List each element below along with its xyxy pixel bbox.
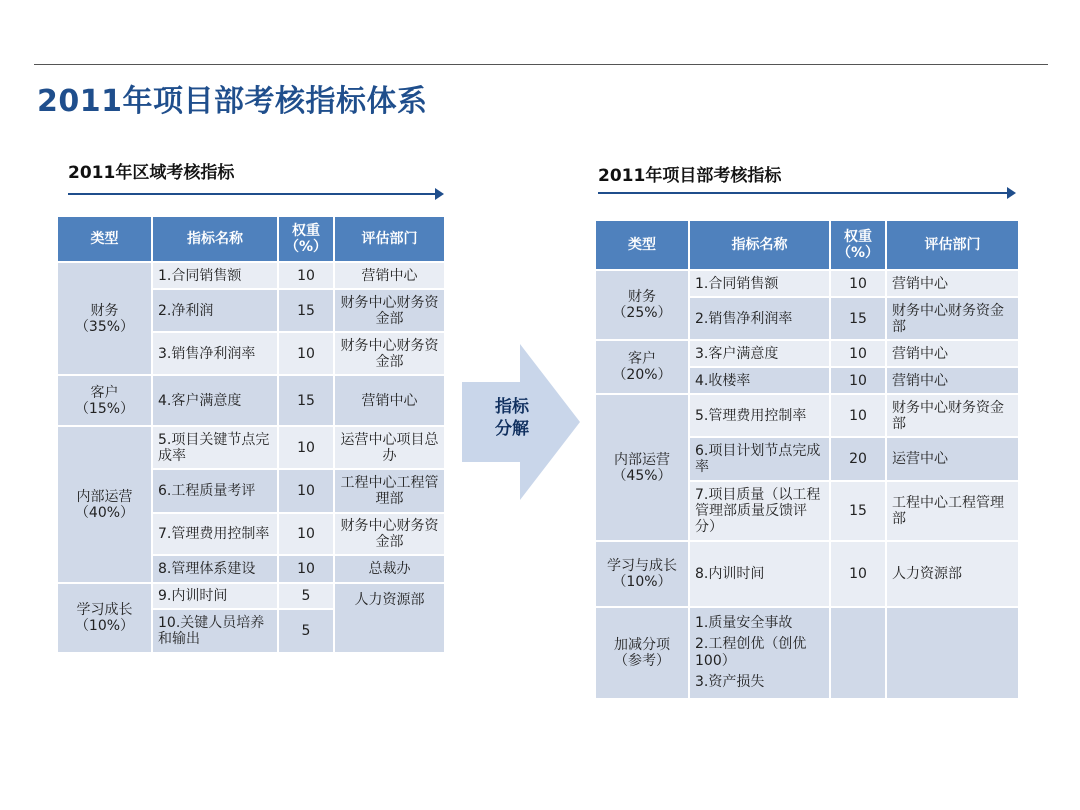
department: 营销中心 (886, 340, 1019, 367)
table-row (595, 607, 1019, 699)
table-row (57, 375, 445, 426)
weight-value: 10 (278, 469, 334, 513)
left-section-arrow (68, 193, 442, 195)
weight-value: 10 (830, 541, 886, 607)
right-section-title: 2011年项目部考核指标 (598, 166, 782, 186)
weight-value: 10 (278, 426, 334, 469)
department (886, 607, 1019, 699)
category-cell: 学习与成长 （10%） (595, 541, 689, 607)
header-department: 评估部门 (334, 216, 445, 262)
department: 人力资源部 (334, 583, 445, 653)
category-cell: 学习成长 （10%） (57, 583, 152, 653)
bonus-item: 3.资产损失 (695, 674, 765, 690)
indicator-name: 6.工程质量考评 (152, 469, 278, 513)
weight-value: 15 (830, 297, 886, 340)
right-section-arrow (598, 192, 1014, 194)
department: 运营中心 (886, 437, 1019, 481)
weight-value: 15 (278, 289, 334, 332)
weight-value: 10 (830, 367, 886, 394)
department: 营销中心 (886, 270, 1019, 297)
indicator-name: 2.净利润 (152, 289, 278, 332)
category-cell: 客户 （15%） (57, 375, 152, 426)
category-cell: 客户 （20%） (595, 340, 689, 394)
left-section-title: 2011年区域考核指标 (68, 163, 235, 183)
weight-value: 10 (278, 555, 334, 583)
table-row (595, 270, 1019, 297)
category-cell: 内部运营 （45%） (595, 394, 689, 541)
table-row (57, 426, 445, 469)
table-row (595, 340, 1019, 367)
table-row (595, 394, 1019, 437)
category-cell: 内部运营 （40%） (57, 426, 152, 583)
indicator-name: 1.合同销售额 (152, 262, 278, 289)
header-weight: 权重（%） (830, 220, 886, 270)
table-row (57, 262, 445, 289)
category-cell: 加减分项 （参考） (595, 607, 689, 699)
project-kpi-table (594, 219, 1020, 700)
decompose-label: 指标 分解 (495, 397, 529, 439)
indicator-name: 5.项目关键节点完成率 (152, 426, 278, 469)
indicator-name: 6.项目计划节点完成率 (689, 437, 830, 481)
weight-value: 10 (830, 394, 886, 437)
weight-value: 15 (830, 481, 886, 541)
department: 营销中心 (334, 262, 445, 289)
weight-value: 10 (278, 332, 334, 375)
department: 财务中心财务资金部 (334, 289, 445, 332)
indicator-name: 1.合同销售额 (689, 270, 830, 297)
indicator-name: 4.收楼率 (689, 367, 830, 394)
weight-value: 5 (278, 609, 334, 653)
indicator-name: 4.客户满意度 (152, 375, 278, 426)
department: 营销中心 (334, 375, 445, 426)
header-indicator: 指标名称 (152, 216, 278, 262)
department: 工程中心工程管理部 (886, 481, 1019, 541)
department: 营销中心 (886, 367, 1019, 394)
indicator-name: 9.内训时间 (152, 583, 278, 609)
table-row (595, 541, 1019, 607)
header-type: 类型 (57, 216, 152, 262)
bonus-items (689, 607, 830, 699)
header-indicator: 指标名称 (689, 220, 830, 270)
department: 总裁办 (334, 555, 445, 583)
department: 工程中心工程管理部 (334, 469, 445, 513)
weight-value: 10 (830, 270, 886, 297)
indicator-name: 3.客户满意度 (689, 340, 830, 367)
category-cell: 财务 （35%） (57, 262, 152, 375)
weight-value: 15 (278, 375, 334, 426)
department: 人力资源部 (886, 541, 1019, 607)
header-type: 类型 (595, 220, 689, 270)
bonus-item: 1.质量安全事故 (695, 615, 793, 631)
indicator-name: 8.管理体系建设 (152, 555, 278, 583)
indicator-name: 7.管理费用控制率 (152, 513, 278, 555)
department: 运营中心项目总办 (334, 426, 445, 469)
region-kpi-table (56, 215, 446, 654)
weight-value: 10 (830, 340, 886, 367)
department: 财务中心财务资金部 (334, 513, 445, 555)
bonus-item: 2.工程创优（创优100） (695, 636, 807, 669)
category-cell: 财务 （25%） (595, 270, 689, 340)
department: 财务中心财务资金部 (886, 394, 1019, 437)
indicator-name: 10.关键人员培养和输出 (152, 609, 278, 653)
weight-value: 10 (278, 262, 334, 289)
indicator-name: 2.销售净利润率 (689, 297, 830, 340)
department: 财务中心财务资金部 (334, 332, 445, 375)
top-divider (34, 64, 1048, 65)
header-weight: 权重（%） (278, 216, 334, 262)
page-title: 2011年项目部考核指标体系 (37, 84, 428, 119)
indicator-name: 7.项目质量（以工程管理部质量反馈评分） (689, 481, 830, 541)
weight-value: 5 (278, 583, 334, 609)
indicator-name: 5.管理费用控制率 (689, 394, 830, 437)
weight-value: 10 (278, 513, 334, 555)
weight-value (830, 607, 886, 699)
weight-value: 20 (830, 437, 886, 481)
department: 财务中心财务资金部 (886, 297, 1019, 340)
indicator-name: 3.销售净利润率 (152, 332, 278, 375)
table-row (57, 583, 445, 609)
header-department: 评估部门 (886, 220, 1019, 270)
indicator-name: 8.内训时间 (689, 541, 830, 607)
